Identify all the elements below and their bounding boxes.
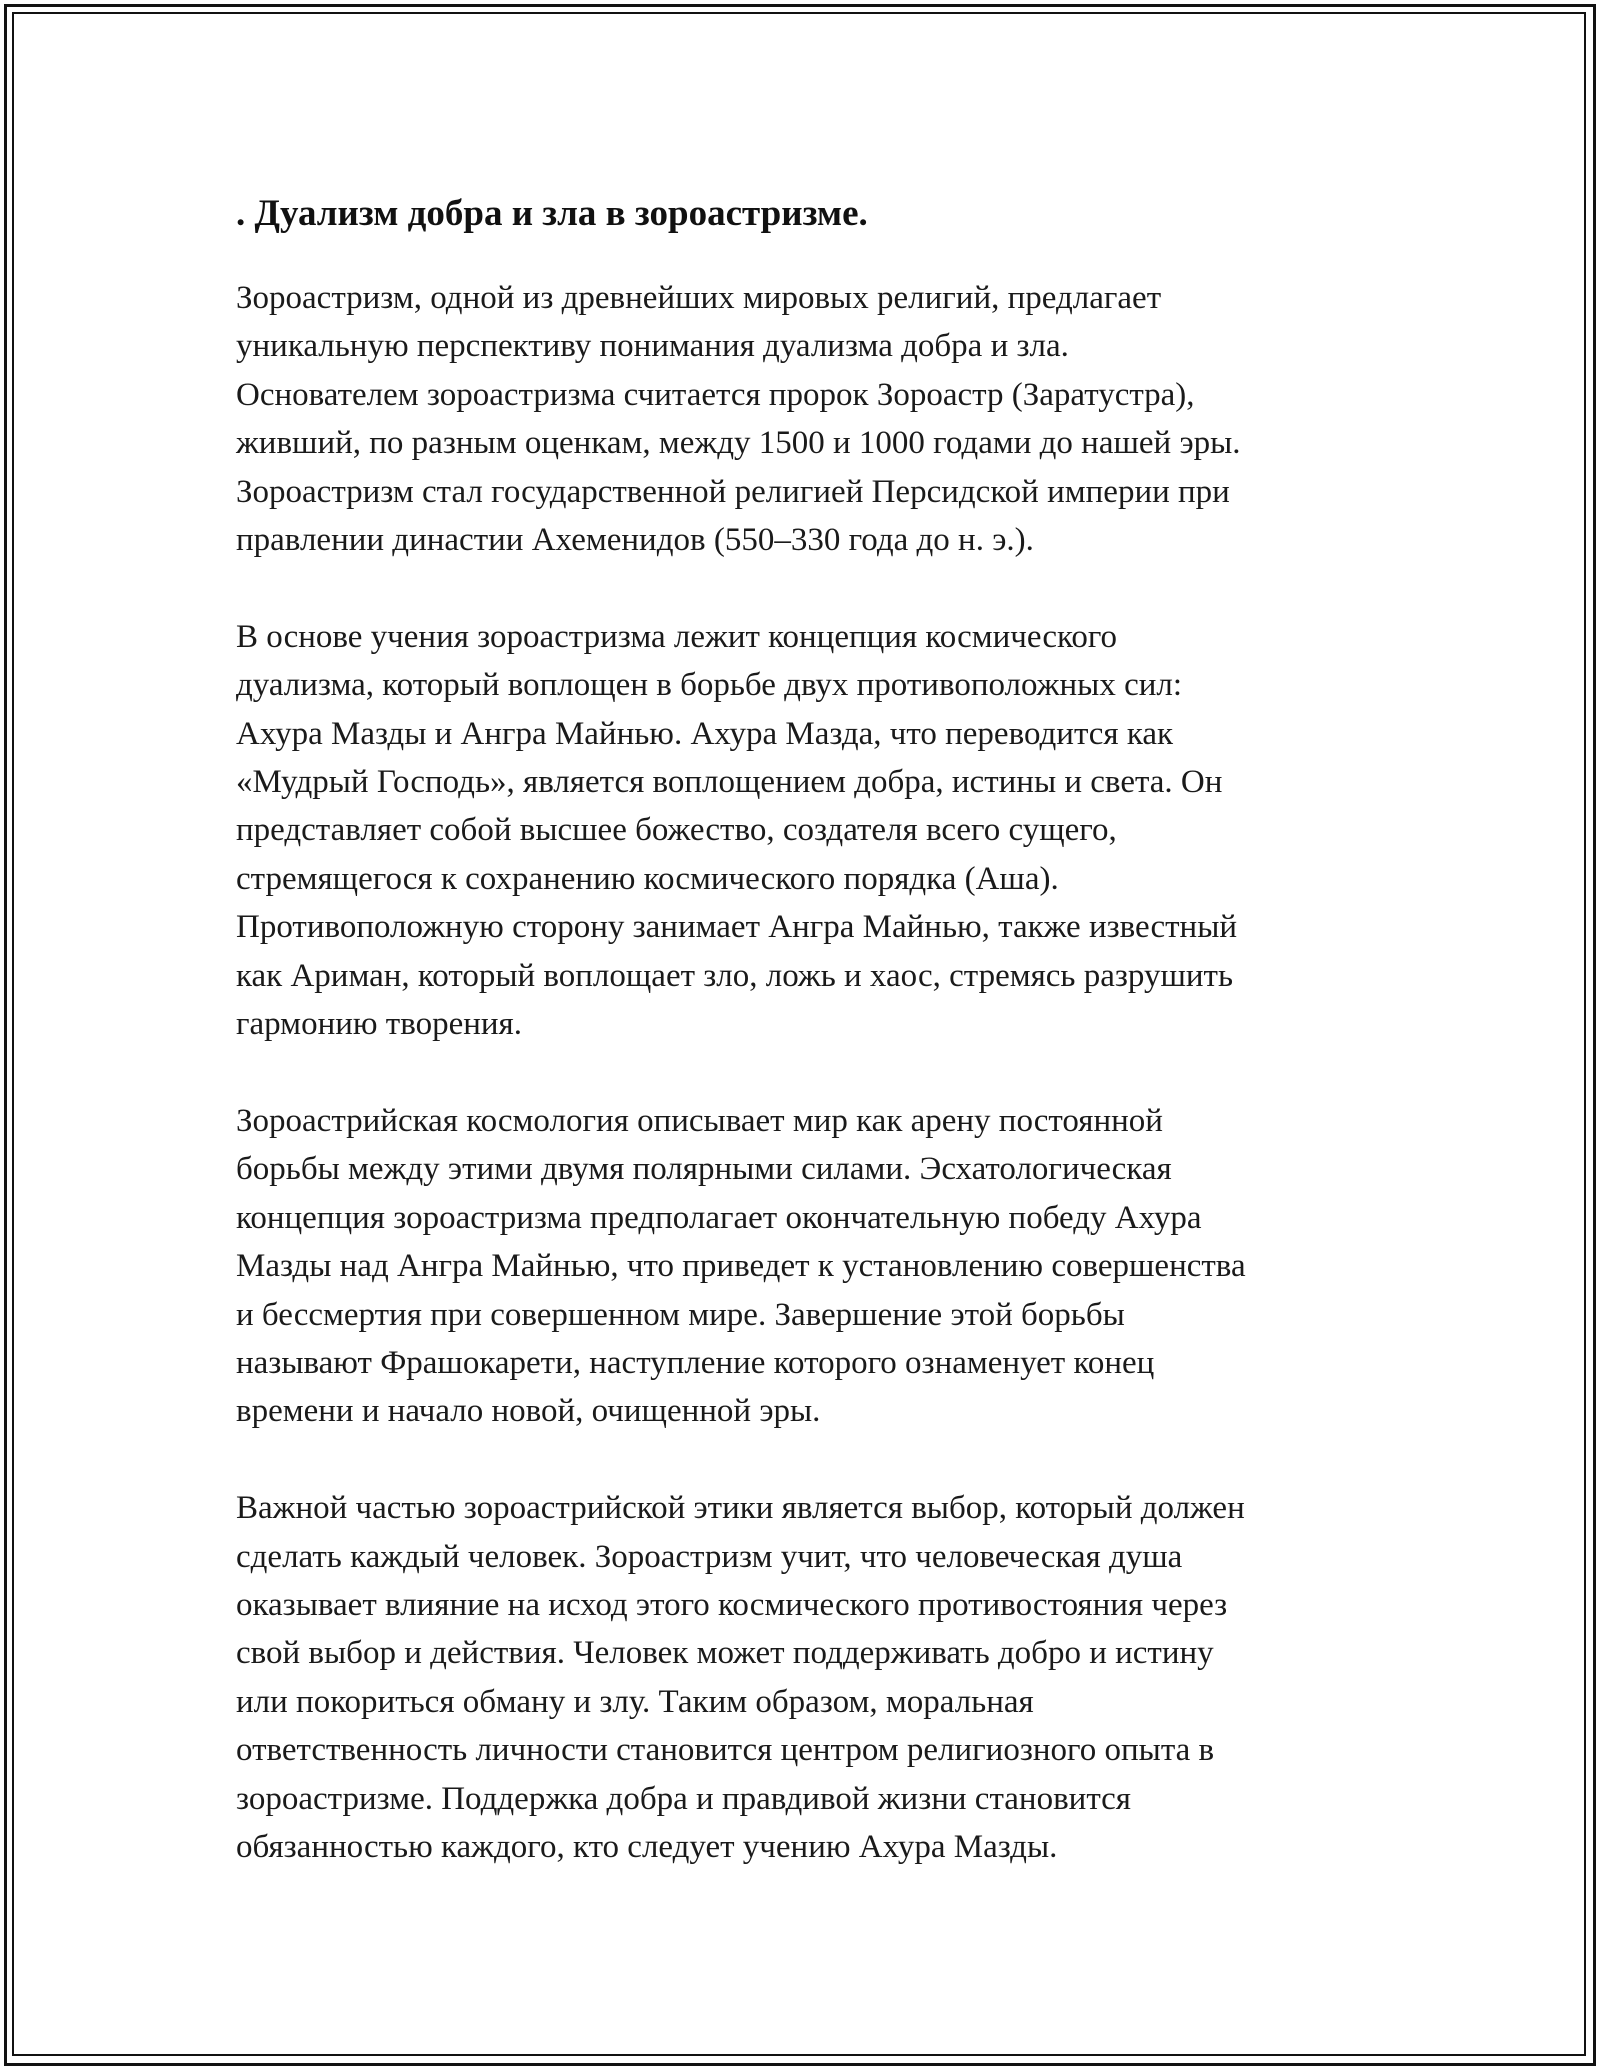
paragraph-spacing [236, 564, 1386, 612]
paragraph-line: как Ариман, который воплощает зло, ложь и хаос, стремясь разрушить [236, 957, 1234, 994]
paragraph-line: оказывает влияние на исход этого космического противостояния через [236, 1586, 1228, 1623]
paragraph-line: или покориться обману и злу. Таким образом, моральная [236, 1683, 1034, 1720]
paragraph-line: Зороастризм стал государственной религией Персидской империи при [236, 473, 1230, 510]
paragraph-line: времени и начало новой, очищенной эры. [236, 1393, 821, 1430]
paragraph-line: и бессмертия при совершенном мире. Завершение этой борьбы [236, 1296, 1125, 1333]
paragraph-line: Зороастризм, одной из древнейших мировых религий, предлагает [236, 280, 1162, 316]
paragraph-line: гармонию творения. [236, 1006, 522, 1043]
paragraph-line: правлении династии Ахеменидов (550–330 года до н. э.). [236, 522, 1034, 559]
paragraph-line: Противоположную сторону занимает Ангра Майнью, также известный [236, 909, 1238, 946]
paragraph-line: борьбы между этими двумя полярными силами. Эсхатологическая [236, 1151, 1172, 1188]
paragraph-line: сделать каждый человек. Зороастризм учит, что человеческая душа [236, 1538, 1183, 1575]
document-title: . Дуализм добра и зла в зороастризме. [236, 193, 868, 234]
paragraph-line: уникальную перспективу понимания дуализма добра и зла. [236, 328, 1069, 365]
paragraph-spacing [236, 1048, 1386, 1096]
paragraph-line: живший, по разным оценкам, между 1500 и 1000 годами до нашей эры. [236, 425, 1241, 462]
paragraph-line: «Мудрый Господь», является воплощением добра, истины и света. Он [236, 764, 1223, 801]
paragraph-3 [236, 1097, 1386, 1436]
paragraph-line: дуализма, который воплощен в борьбе двух противоположных сил: [236, 667, 1183, 704]
document-body [236, 190, 1386, 1871]
paragraph-line: обязанностью каждого, кто следует учению Ахура Мазды. [236, 1828, 1058, 1865]
paragraph-line: ответственность личности становится центром религиозного опыта в [236, 1732, 1215, 1769]
paragraph-2 [236, 613, 1386, 1049]
paragraph-spacing [236, 1436, 1386, 1484]
paragraph-line: называют Фрашокарети, наступление которого ознаменует конец [236, 1344, 1155, 1381]
paragraph-line: Зороастрийская космология описывает мир как арену постоянной [236, 1102, 1163, 1139]
paragraph-line: Ахура Мазды и Ангра Майнью. Ахура Мазда, что переводится как [236, 715, 1174, 752]
paragraph-line: представляет собой высшее божество, создателя всего сущего, [236, 812, 1117, 849]
paragraph-line: Важной частью зороастрийской этики является выбор, который должен [236, 1490, 1245, 1527]
paragraph-line: зороастризме. Поддержка добра и правдивой жизни становится [236, 1780, 1131, 1817]
paragraph-line: свой выбор и действия. Человек может поддерживать добро и истину [236, 1635, 1214, 1672]
paragraph-line: Основателем зороастризма считается пророк Зороастр (Заратустра), [236, 376, 1195, 413]
paragraph-line: стремящегося к сохранению космического порядка (Аша). [236, 860, 1059, 897]
paragraph-line: В основе учения зороастризма лежит концепция космического [236, 618, 1118, 655]
paragraph-4 [236, 1484, 1386, 1871]
paragraph-line: Мазды над Ангра Майнью, что приведет к установлению совершенства [236, 1248, 1246, 1285]
paragraph-line: концепция зороастризма предполагает окончательную победу Ахура [236, 1199, 1202, 1236]
title-spacing [236, 238, 1386, 274]
paragraph-1 [236, 274, 1386, 564]
